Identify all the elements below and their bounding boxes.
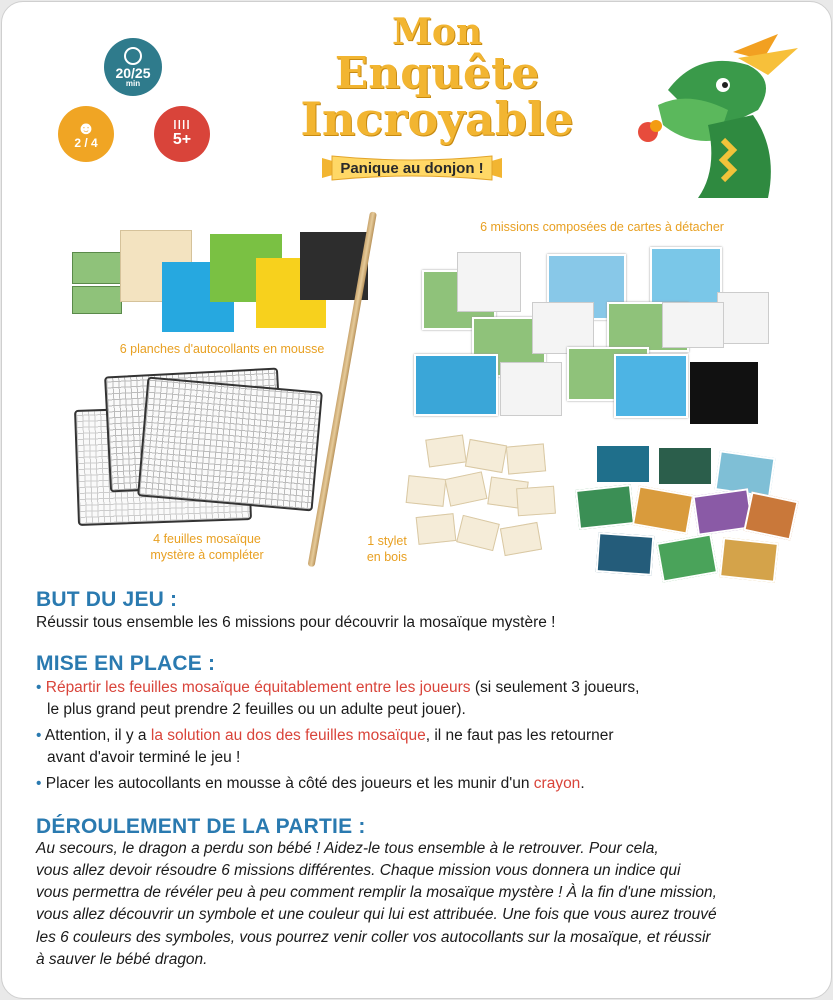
title-line3: Incroyable (300, 92, 574, 146)
players-badge (58, 106, 114, 162)
setup-bullet-2 (36, 725, 796, 768)
object-card (516, 486, 556, 517)
play-line: Au secours, le dragon a perdu son bébé ! Aidez-le tous ensemble à le retrouver. Pour cela, (36, 840, 659, 857)
setup-b3-highlight: crayon (533, 775, 581, 792)
play-line: à sauver le bébé dragon. (36, 950, 208, 968)
puzzle-piece (596, 532, 655, 576)
setup-b1-line2: le plus grand peut prendre 2 feuilles ou un adulte peut jouer). (47, 700, 466, 718)
candles-icon: ǀǀǀǀ (173, 118, 191, 133)
setup-b2-line2: avant d'avoir terminé le jeu ! (47, 748, 241, 766)
object-card (425, 434, 467, 467)
puzzle-piece (657, 446, 713, 486)
age-badge (154, 106, 210, 162)
play-text (36, 838, 816, 971)
mission-card-whale (414, 354, 498, 416)
stickers-caption: 6 planches d'autocollants en mousse (119, 342, 325, 356)
mosaic-sheet (137, 377, 323, 512)
age-value: 5+ (172, 131, 192, 149)
object-card (445, 471, 488, 506)
goal-heading: BUT DU JEU : (36, 588, 178, 611)
players-value: 2 / 4 (74, 136, 98, 150)
bullet-dot: • (36, 679, 42, 696)
sheets-caption (122, 532, 292, 563)
mission-card-sky (614, 354, 688, 418)
game-title (272, 11, 602, 146)
object-card (465, 439, 507, 473)
dragon-illustration (638, 30, 808, 200)
sheets-caption-line2: mystère à compléter (150, 547, 264, 562)
sheets-caption-line1: 4 feuilles mosaïque (153, 532, 261, 546)
players-icon: ☻ (76, 118, 96, 138)
object-card (406, 475, 447, 507)
timer-icon (124, 47, 142, 65)
object-card (506, 443, 546, 474)
setup-b3-end: . (580, 775, 585, 792)
puzzle-piece (743, 491, 798, 540)
title-line1: Mon (391, 11, 483, 53)
mission-card-icons (662, 302, 724, 348)
time-unit: min (125, 78, 141, 88)
puzzle-piece (656, 533, 718, 582)
play-line: vous permettra de révéler peu à peu comment remplir la mosaïque mystère ! À la fin d'une mission, (36, 884, 717, 902)
setup-b1-highlight: Répartir les feuilles mosaïque équitablement entre les joueurs (45, 679, 471, 696)
mission-card-tree (650, 247, 722, 309)
object-card (416, 513, 457, 545)
mission-card-icons (500, 362, 562, 416)
bullet-dot: • (36, 727, 42, 744)
title-line2: Enquête (334, 48, 540, 99)
puzzle-piece (595, 444, 651, 484)
setup-b3-pre: Placer les autocollants en mousse à côté des joueurs et les munir d'un (45, 775, 534, 792)
play-line: vous allez découvrir un symbole et une couleur qui lui est attribuée. Une fois que vous aurez trouvé (36, 906, 717, 924)
setup-b1-rest: (si seulement 3 joueurs, (470, 679, 640, 696)
play-line: vous allez devoir résoudre 6 missions différentes. Chaque mission vous donnera un indice qui (36, 862, 681, 880)
setup-heading: MISE EN PLACE : (36, 652, 216, 675)
time-badge (104, 38, 162, 96)
play-heading: DÉROULEMENT DE LA PARTIE : (36, 815, 366, 838)
goal-text: Réussir tous ensemble les 6 missions pour découvrir la mosaïque mystère ! (36, 614, 556, 631)
stylus-caption-line2: en bois (366, 549, 408, 564)
subtitle: Panique au donjon ! (340, 160, 484, 177)
play-line: les 6 couleurs des symboles, vous pourrez venir coller vos autocollants sur la mosaïque, et réussir (36, 928, 711, 946)
stylus-caption-line1: 1 stylet (367, 534, 407, 548)
object-card (500, 522, 542, 556)
mission-card-black (690, 362, 758, 424)
puzzle-piece (632, 485, 694, 534)
setup-bullet-1 (36, 677, 796, 720)
mission-card-icons (717, 292, 769, 344)
setup-bullet-3 (36, 773, 796, 795)
object-card (456, 515, 500, 551)
mission-card-icons (457, 252, 521, 312)
maze-card-small (72, 252, 122, 284)
setup-b2-highlight: la solution au dos des feuilles mosaïque (150, 727, 426, 744)
setup-b2-rest: , il ne faut pas les retourner (425, 727, 614, 744)
missions-caption: 6 missions composées de cartes à détacher (480, 220, 724, 234)
object-cards-pile (397, 437, 557, 567)
bullet-dot: • (36, 775, 42, 792)
rules-page (1, 1, 832, 999)
puzzle-piece (575, 484, 635, 530)
time-value: 20/25 (115, 64, 151, 81)
setup-b2-pre: Attention, il y a (44, 727, 151, 744)
maze-card-small (72, 286, 122, 314)
puzzle-piece (719, 537, 779, 583)
puzzle-pieces-pile (577, 442, 797, 582)
